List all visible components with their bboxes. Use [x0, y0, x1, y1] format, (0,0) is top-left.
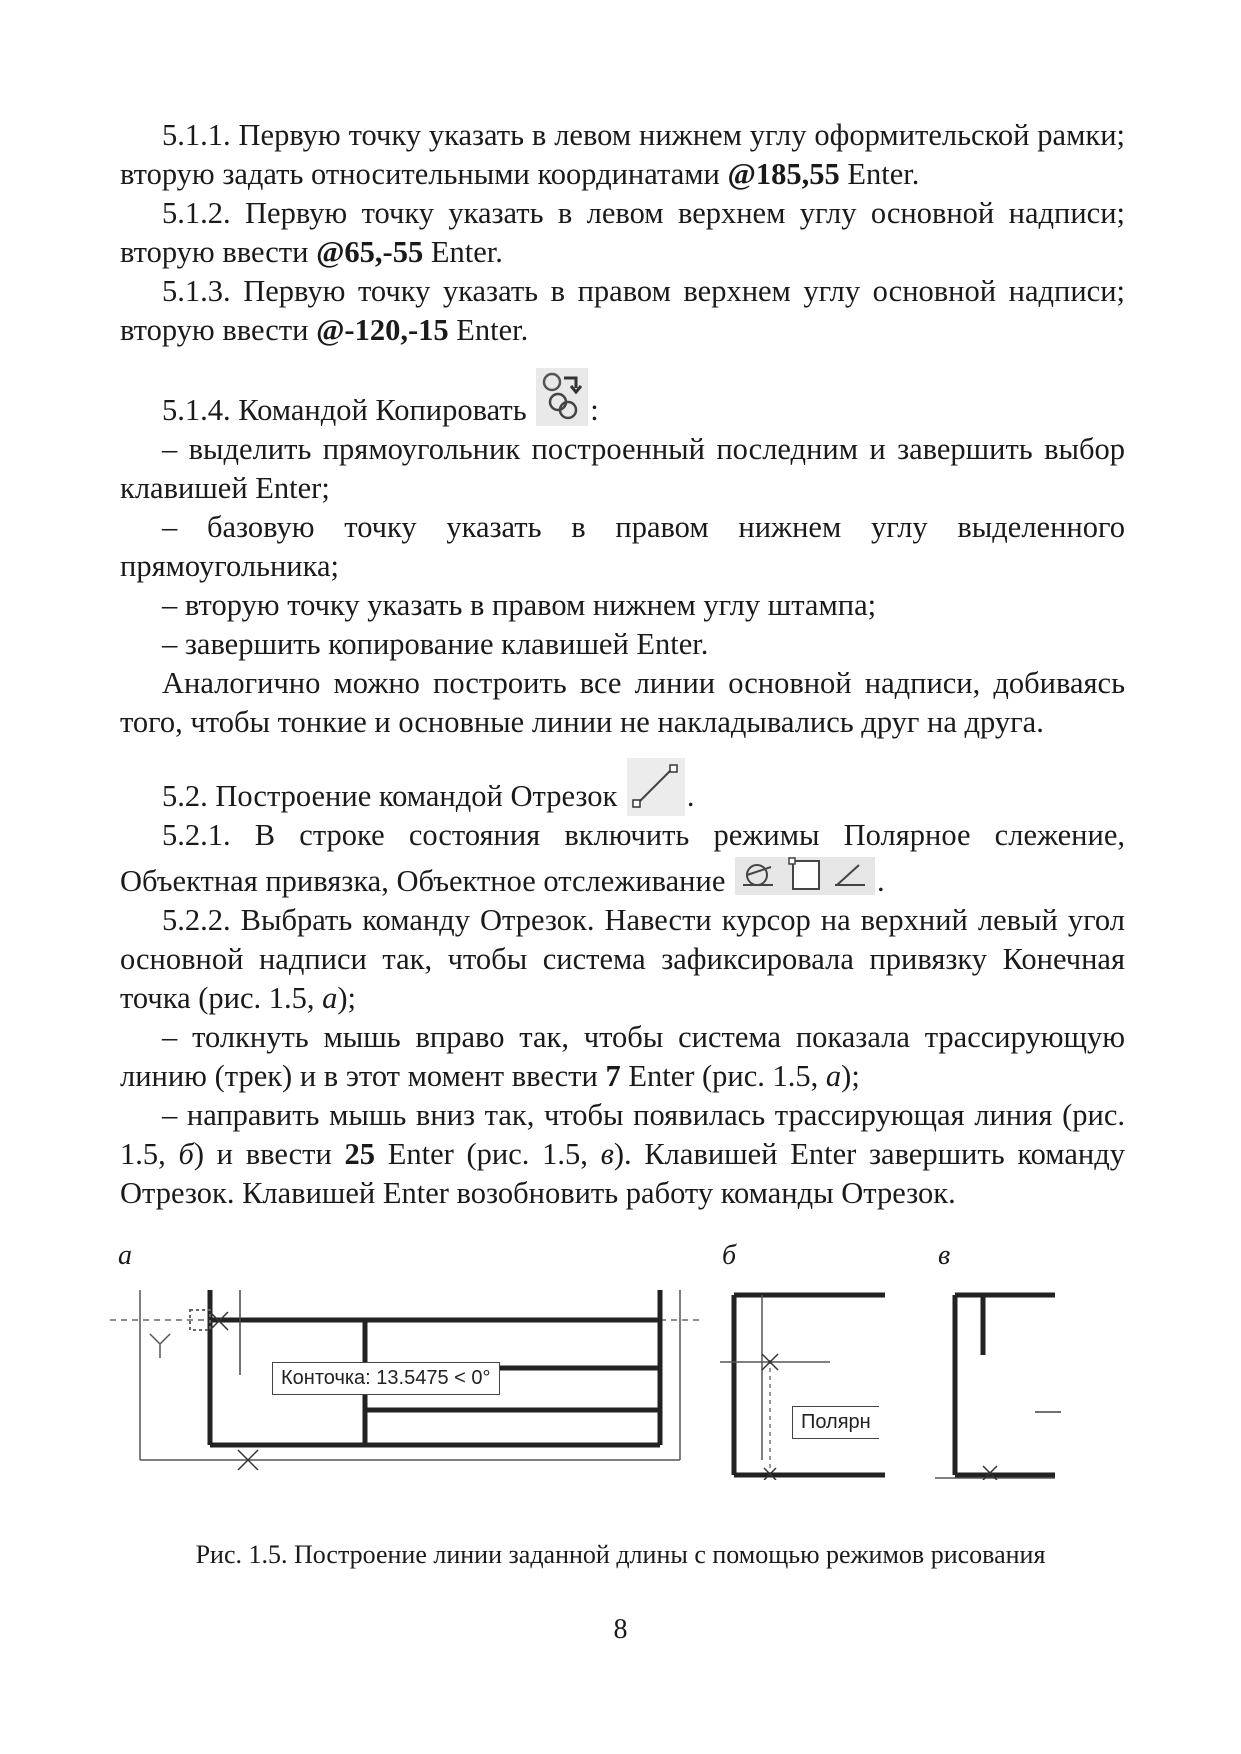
figure-caption: Рис. 1.5. Построение линии заданной длины с помощью режимов рисования — [195, 1540, 1046, 1569]
paragraph-5-2-1 — [120, 816, 1125, 901]
paragraph-base-point: – базовую точку указать в правом нижнем углу выделенного прямоугольника; — [120, 510, 1125, 583]
text-run: ) и ввести — [193, 1137, 345, 1171]
paragraph-5-2 — [120, 758, 1125, 816]
figure-label-v: в — [938, 1240, 951, 1271]
input-value: 7 — [605, 1059, 621, 1093]
text-run: – направить мышь вниз так, чтобы появилась трассирующая линия (рис. 1.5, — [120, 1098, 1125, 1171]
status-bar-modes-icon — [735, 855, 875, 897]
coord-value: @-120,-15 — [316, 313, 449, 347]
copy-command-icon — [536, 368, 588, 426]
text-run: 5.2.2. Выбрать команду Отрезок. Навести курсор на верхний левый угол основной надписи так, чтобы система зафиксировала привязку Конечная точка (рис. 1.5, — [120, 903, 1125, 1015]
text-run: Enter. — [448, 313, 529, 347]
figure-ref: а — [322, 981, 338, 1015]
text-run: ); — [841, 1059, 860, 1093]
paragraph-5-1-1 — [120, 116, 1125, 194]
body-text — [120, 116, 1125, 1213]
paragraph-5-1-4 — [120, 368, 1125, 430]
text-run: 5.1.1. Первую точку указать в левом нижнем углу оформительской рамки; вторую задать относительными координатами — [120, 118, 1125, 191]
paragraph-push-right — [120, 1018, 1125, 1096]
figure-label-a: а — [118, 1240, 132, 1271]
text-run: 5.2. Построение командой Отрезок — [162, 779, 618, 813]
coord-value: @185,55 — [727, 157, 840, 191]
page-number: 8 — [613, 1614, 628, 1645]
text-run: 5.2.1. В строке состояния включить режимы Полярное слежение, Объектная привязка, Объектное отслеживание — [120, 818, 1125, 898]
figure-label-b: б — [722, 1240, 737, 1271]
paragraph-select: – выделить прямоугольник построенный последним и завершить выбор клавишей Enter; — [120, 432, 1125, 505]
figure-v-drawing — [925, 1280, 1065, 1480]
text-run: Enter (рис. 1.5, — [375, 1137, 601, 1171]
paragraph-finish-copy: – завершить копирование клавишей Enter. — [162, 627, 709, 661]
text-run: ). Клавишей Enter завершить команду Отрезок. Клавишей Enter возобновить работу команды Отрезок. — [120, 1137, 1125, 1210]
text-run: ); — [337, 981, 357, 1015]
paragraph-5-1-3 — [120, 272, 1125, 350]
text-run: Enter (рис. 1.5, — [620, 1059, 826, 1093]
figure-ref: а — [825, 1059, 842, 1093]
text-run: . — [877, 864, 885, 898]
object-snap-icon — [789, 858, 819, 889]
text-run: : — [590, 393, 599, 427]
paragraph-5-2-2 — [120, 901, 1125, 1018]
snap-tooltip: Конточка: 13.5475 < 0° — [272, 1362, 500, 1395]
text-run: Enter. — [839, 157, 920, 191]
figure-1-5 — [0, 1240, 1241, 1540]
text-run: Enter. — [423, 235, 503, 269]
text-run: 5.1.3. Первую точку указать в правом верхнем углу основной надписи; вторую ввести — [120, 274, 1125, 347]
paragraph-second-point: – вторую точку указать в правом нижнем углу штампа; — [162, 588, 877, 622]
text-run: . — [686, 779, 695, 813]
paragraph-analogous: Аналогично можно построить все линии основной надписи, добиваясь того, чтобы тонкие и основные линии не накладывались друг на друга. — [120, 666, 1125, 739]
text-run: 5.1.4. Командой Копировать — [162, 393, 527, 427]
input-value: 25 — [344, 1137, 376, 1171]
coord-value: @65,-55 — [316, 235, 424, 269]
paragraph-push-down — [120, 1096, 1125, 1213]
text-run: – толкнуть мышь вправо так, чтобы система показала трассирующую линию (трек) и в этот момент ввести — [120, 1020, 1125, 1093]
polar-tooltip: Полярн — [792, 1406, 879, 1439]
paragraph-5-1-2 — [120, 194, 1125, 272]
figure-ref: в — [600, 1137, 614, 1171]
figure-ref: б — [178, 1137, 194, 1171]
text-run: 5.1.2. Первую точку указать в левом верхнем углу основной надписи; вторую ввести — [120, 196, 1125, 269]
figure-b-drawing — [720, 1280, 890, 1480]
line-command-icon — [627, 758, 685, 816]
